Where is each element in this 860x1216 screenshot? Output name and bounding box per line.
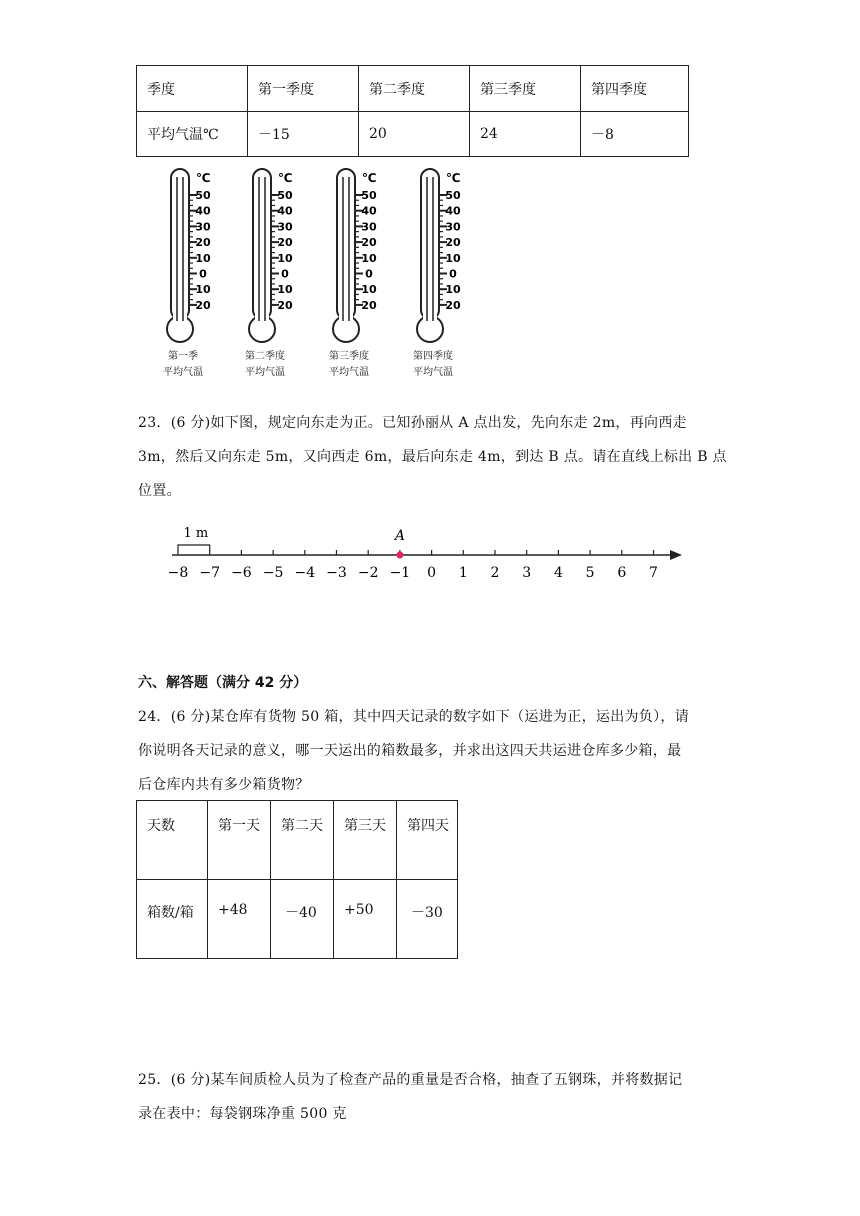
table-cell: 第三季度	[470, 66, 581, 112]
scale-label: 50	[195, 189, 211, 202]
unit-label: ℃	[446, 171, 461, 185]
scale-label: 10	[195, 251, 211, 265]
table-cell: 平均气温℃	[137, 112, 248, 157]
table-cell: 第一季度	[248, 66, 359, 112]
thermometer-tube	[253, 169, 271, 319]
tick-label: 1	[458, 565, 468, 581]
table-cell: 第三天	[334, 801, 397, 880]
scale-label: 30	[277, 220, 293, 234]
unit-label: ℃	[196, 171, 211, 185]
scale-label: 20	[277, 298, 293, 312]
unit-label: ℃	[362, 171, 377, 185]
scale-label: 30	[361, 220, 377, 234]
scale-label: 20	[361, 298, 377, 312]
table-cell: 第一天	[208, 801, 271, 880]
scale-label: 40	[195, 204, 211, 218]
table-cell: 箱数/箱	[137, 880, 208, 959]
tick-label: 3	[522, 565, 532, 581]
unit-label: ℃	[278, 171, 293, 185]
tick-label: −5	[262, 565, 284, 581]
tick-label: −7	[199, 565, 221, 581]
scale-label: 20	[195, 236, 211, 250]
point-label: A	[394, 528, 405, 544]
arrow-icon	[670, 550, 682, 560]
tick-label: 0	[427, 565, 437, 581]
question-text-line: 24．(6 分)某仓库有货物 50 箱，其中四天记录的数字如下（运进为正，运出为负），请	[138, 709, 690, 725]
thermometer	[232, 165, 312, 390]
table-cell: 第四天	[397, 801, 458, 880]
scale-label: 20	[445, 236, 461, 250]
thermometer	[150, 165, 230, 390]
thermometer-icon	[150, 165, 230, 345]
caption-line: 第三季度	[329, 351, 369, 362]
question-23	[138, 406, 728, 508]
thermometer	[316, 165, 396, 390]
question-text-line: 23．(6 分)如下图，规定向东走为正。已知孙丽从 A 点出发，先向东走 2m，再向西走	[138, 415, 687, 431]
scale-label: 10	[361, 283, 377, 297]
thermometer-icon	[316, 165, 396, 345]
tick-label: 6	[617, 565, 627, 581]
tick-label: 2	[490, 565, 500, 581]
question-24	[138, 700, 728, 802]
scale-label: 0	[449, 267, 457, 281]
scale-label: 40	[361, 204, 377, 218]
section-heading: 六、解答题（满分 42 分）	[138, 675, 308, 691]
caption-line: 平均气温	[163, 367, 203, 378]
caption-line: 第二季度	[245, 351, 285, 362]
tick-label: 4	[553, 565, 563, 581]
thermometer-caption	[398, 349, 468, 381]
scale-label: 50	[277, 189, 293, 202]
thermometer-icon	[232, 165, 312, 345]
thermometer-tube	[421, 169, 439, 319]
question-text-line: 录在表中：每袋钢珠净重 500 克	[138, 1106, 347, 1122]
tick-label: 7	[649, 565, 658, 581]
tick-label: −8	[167, 565, 189, 581]
scale-label: 10	[361, 251, 377, 265]
scale-label: 0	[199, 267, 207, 281]
table-cell: +48	[208, 880, 271, 959]
caption-line: 第四季度	[413, 351, 453, 362]
table-cell: 20	[359, 112, 470, 157]
scale-label: 30	[195, 220, 211, 234]
table-cell: 季度	[137, 66, 248, 112]
question-25	[138, 1063, 728, 1131]
scale-label: 10	[277, 283, 293, 297]
tick-label: −4	[294, 565, 316, 581]
unit-brace	[178, 545, 210, 551]
thermometer-icon	[400, 165, 480, 345]
scale-label: 50	[445, 189, 461, 202]
scale-label: 30	[445, 220, 461, 234]
scale-label: 40	[445, 204, 461, 218]
box-count-table	[136, 800, 458, 959]
scale-label: 0	[365, 267, 373, 281]
tick-label: 5	[585, 565, 595, 581]
tick-label: −3	[326, 565, 347, 581]
scale-label: 10	[277, 251, 293, 265]
caption-line: 平均气温	[413, 367, 453, 378]
caption-line: 第一季	[168, 351, 198, 362]
table-cell: 天数	[137, 801, 208, 880]
table-cell: +50	[334, 880, 397, 959]
table-cell: －40	[271, 880, 334, 959]
tick-label: −2	[357, 565, 379, 581]
thermometer-tube	[337, 169, 355, 319]
thermometer	[400, 165, 480, 390]
scale-label: 10	[445, 283, 461, 297]
scale-label: 10	[195, 283, 211, 297]
table-cell: 24	[470, 112, 581, 157]
table-cell: －8	[581, 112, 689, 157]
scale-label: 10	[445, 251, 461, 265]
question-text-line: 位置。	[138, 483, 181, 499]
table-cell: 第四季度	[581, 66, 689, 112]
table-cell: －15	[248, 112, 359, 157]
thermometer-group	[150, 165, 480, 390]
scale-label: 0	[281, 267, 289, 281]
caption-line: 平均气温	[245, 367, 285, 378]
caption-line: 平均气温	[329, 367, 369, 378]
question-text-line: 后仓库内共有多少箱货物？	[138, 777, 310, 793]
thermometer-caption	[230, 349, 300, 381]
question-text-line: 25．(6 分)某车间质检人员为了检查产品的重量是否合格，抽查了五钢珠，并将数据记	[138, 1072, 683, 1088]
question-text-line: 你说明各天记录的意义，哪一天运出的箱数最多，并求出这四天共运进仓库多少箱，最	[138, 743, 682, 759]
tick-label: −1	[389, 565, 411, 581]
scale-label: 50	[361, 189, 377, 202]
scale-label: 40	[277, 204, 293, 218]
thermometer-caption	[314, 349, 384, 381]
scale-label: 20	[445, 298, 461, 312]
thermometer-tube	[171, 169, 189, 319]
scale-label: 20	[195, 298, 211, 312]
thermometer-caption	[148, 349, 218, 381]
unit-length-label: 1 m	[183, 526, 209, 541]
question-text-line: 3m，然后又向东走 5m，又向西走 6m，最后向东走 4m，到达 B 点。请在直线上标出 B 点	[138, 449, 727, 465]
tick-label: −6	[231, 565, 252, 581]
table-cell: －30	[397, 880, 458, 959]
scale-label: 20	[361, 236, 377, 250]
number-line	[160, 522, 690, 582]
temperature-table	[136, 65, 689, 157]
table-cell: 第二季度	[359, 66, 470, 112]
scale-label: 20	[277, 236, 293, 250]
point-a	[396, 552, 403, 559]
table-cell: 第二天	[271, 801, 334, 880]
